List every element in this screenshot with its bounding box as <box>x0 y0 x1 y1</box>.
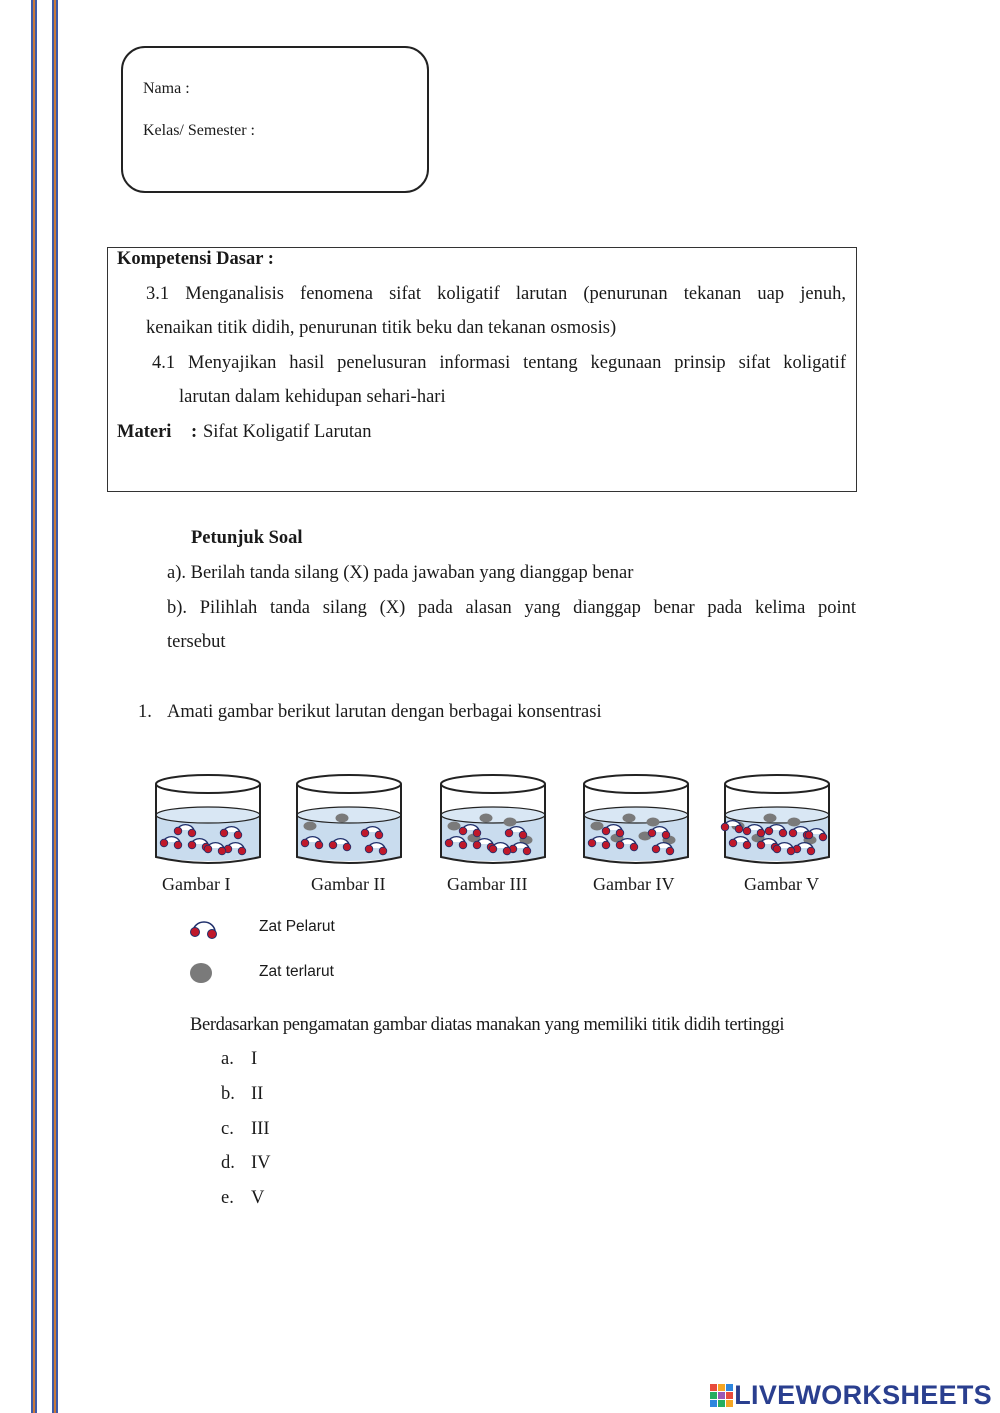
beaker-5-rim <box>725 775 829 793</box>
beaker-3-rim <box>441 775 545 793</box>
liveworksheets-logo-icon <box>710 1384 734 1408</box>
question-prompt: Berdasarkan pengamatan gambar diatas manakan yang memiliki titik didih tertinggi <box>190 1015 785 1035</box>
beaker-4-solute-particle <box>647 818 660 827</box>
kd-1-line-1: 3.1 Menganalisis fenomena sifat koligatif larutan (penurunan tekanan uap jenuh, <box>146 284 846 304</box>
beaker-caption-2: Gambar II <box>311 874 386 894</box>
liveworksheets-logo[interactable] <box>710 1380 992 1411</box>
name-label: Nama : <box>143 80 190 97</box>
instructions-title: Petunjuk Soal <box>191 528 303 548</box>
beaker-4 <box>584 775 688 863</box>
instruction-b-line-2: tersebut <box>167 632 226 652</box>
kompetensi-dasar-box <box>107 247 857 492</box>
instruction-b-line-1: b). Pilihlah tanda silang (X) pada alasan yang dianggap benar pada kelima point <box>167 598 856 618</box>
option-a-letter: a. <box>221 1049 234 1069</box>
beaker-5 <box>721 775 829 863</box>
beaker-1-rim <box>156 775 260 793</box>
beakers-figure <box>0 760 1000 870</box>
option-c-value: III <box>251 1119 270 1139</box>
instruction-a: a). Berilah tanda silang (X) pada jawaban yang dianggap benar <box>167 563 634 583</box>
beaker-1 <box>156 775 260 863</box>
kd-1-line-2: kenaikan titik didih, penurunan titik beku dan tekanan osmosis) <box>146 318 617 338</box>
beaker-caption-3: Gambar III <box>447 874 528 894</box>
beaker-3-solute-particle <box>480 814 493 823</box>
beaker-4-solute-particle <box>623 814 636 823</box>
margin-bar-right <box>52 0 58 1413</box>
kd-2-line-2: larutan dalam kehidupan sehari-hari <box>179 387 446 407</box>
solvent-legend-label: Zat Pelarut <box>259 918 335 935</box>
beaker-3-solute-particle <box>448 822 461 831</box>
beaker-5-solute-particle <box>764 814 777 823</box>
beaker-5-solute-particle <box>788 818 801 827</box>
beaker-2-solute-particle <box>304 822 317 831</box>
option-d-value: IV <box>251 1153 271 1173</box>
beaker-4-rim <box>584 775 688 793</box>
kd-2-line-1: 4.1 Menyajikan hasil penelusuran informasi tentang kegunaan prinsip sifat koligatif <box>152 353 846 373</box>
margin-bar-left <box>31 0 37 1413</box>
materi-value: Sifat Koligatif Larutan <box>203 422 372 442</box>
liveworksheets-logo-text: LIVEWORKSHEETS <box>734 1380 992 1410</box>
option-a-value: I <box>251 1049 258 1069</box>
beaker-2-liquid-surface <box>297 807 401 823</box>
beaker-caption-5: Gambar V <box>744 874 820 894</box>
materi-label: Materi <box>117 422 172 442</box>
solute-legend-label: Zat terlarut <box>259 963 334 980</box>
beaker-4-solute-particle <box>591 822 604 831</box>
option-b-value: II <box>251 1084 264 1104</box>
option-e-letter: e. <box>221 1188 234 1208</box>
beaker-1-liquid-surface <box>156 807 260 823</box>
beaker-3-liquid-surface <box>441 807 545 823</box>
solute-legend-icon <box>188 962 214 984</box>
beaker-caption-1: Gambar I <box>162 874 231 894</box>
beaker-3 <box>441 775 545 863</box>
option-e-value: V <box>251 1188 265 1208</box>
option-b-letter: b. <box>221 1084 235 1104</box>
question-number: 1. <box>138 702 152 722</box>
solvent-legend-icon <box>187 916 223 942</box>
option-c-letter: c. <box>221 1119 234 1139</box>
beaker-caption-4: Gambar IV <box>593 874 675 894</box>
beaker-2-rim <box>297 775 401 793</box>
option-d-letter: d. <box>221 1153 235 1173</box>
question-text: Amati gambar berikut larutan dengan berbagai konsentrasi <box>167 702 602 722</box>
beaker-5-liquid-surface <box>725 807 829 823</box>
beaker-3-solute-particle <box>504 818 517 827</box>
student-info-box <box>121 46 429 193</box>
class-semester-label: Kelas/ Semester : <box>143 122 255 139</box>
beaker-4-liquid-surface <box>584 807 688 823</box>
kompetensi-heading: Kompetensi Dasar : <box>117 249 274 269</box>
beaker-2 <box>297 775 401 863</box>
materi-colon: : <box>191 422 198 442</box>
beaker-2-solute-particle <box>336 814 349 823</box>
